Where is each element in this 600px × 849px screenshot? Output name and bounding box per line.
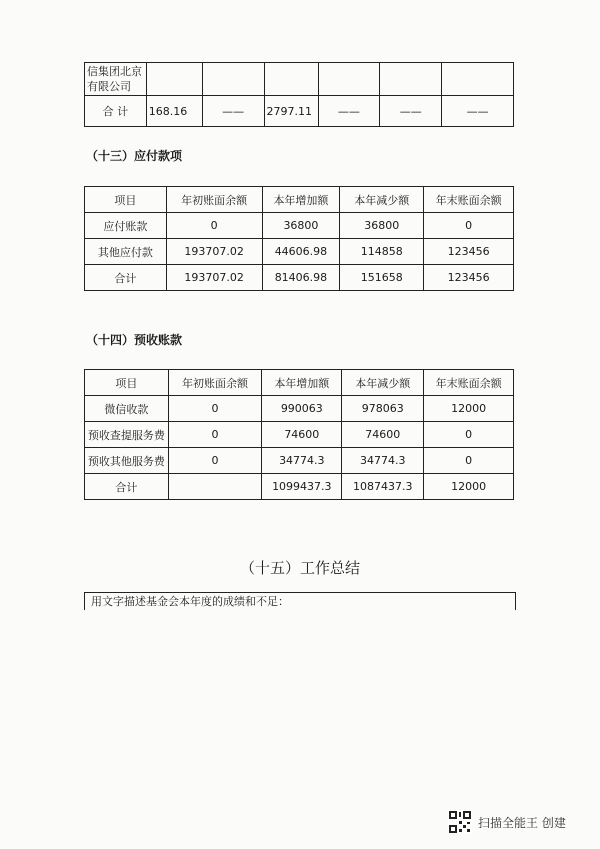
table-cell: 0 xyxy=(424,448,514,474)
table-row xyxy=(85,63,514,96)
table-cell: —— xyxy=(202,96,264,127)
table-cell: 合计 xyxy=(85,474,169,500)
table-cell xyxy=(146,63,202,96)
column-header: 年末账面余额 xyxy=(424,370,514,396)
table-cell: 81406.98 xyxy=(262,265,340,291)
column-header: 本年减少额 xyxy=(342,370,424,396)
table-row xyxy=(85,239,514,265)
column-header: 年初账面余额 xyxy=(168,370,262,396)
table-cell: 123456 xyxy=(424,265,514,291)
summary-prompt: 用文字描述基金会本年度的成绩和不足： xyxy=(91,595,289,608)
table-cell xyxy=(380,63,442,96)
table-cell: —— xyxy=(318,96,380,127)
table-cell: —— xyxy=(442,96,514,127)
table-cell: —— xyxy=(380,96,442,127)
column-header: 本年增加额 xyxy=(262,187,340,213)
qr-code-icon xyxy=(448,810,472,834)
table-cell: 34774.3 xyxy=(342,448,424,474)
table-cell: 应付账款 xyxy=(85,213,167,239)
table-cell: 预收查提服务费 xyxy=(85,422,169,448)
table-cell xyxy=(168,474,262,500)
table-cell: 0 xyxy=(168,422,262,448)
table-cell: 合 计 xyxy=(85,96,147,127)
table-row xyxy=(85,448,514,474)
table-cell: 44606.98 xyxy=(262,239,340,265)
column-header: 年初账面余额 xyxy=(166,187,262,213)
table-cell xyxy=(264,63,318,96)
table-cell: 0 xyxy=(168,448,262,474)
table-row xyxy=(85,474,514,500)
section-title-advances: （十四）预收账款 xyxy=(86,333,183,347)
table-cell xyxy=(442,63,514,96)
table-cell: 193707.02 xyxy=(166,239,262,265)
column-header: 项目 xyxy=(85,370,169,396)
table-cell: 74600 xyxy=(262,422,342,448)
table-cell: 36800 xyxy=(340,213,424,239)
table-row xyxy=(85,96,514,127)
table-cell: 123456 xyxy=(424,239,514,265)
table-cell: 74600 xyxy=(342,422,424,448)
table-row xyxy=(85,213,514,239)
watermark-text: 扫描全能王 创建 xyxy=(478,815,566,830)
table-cell: 0 xyxy=(168,396,262,422)
table-cell: 0 xyxy=(424,213,514,239)
table-cell: 其他应付款 xyxy=(85,239,167,265)
table-cell: 34774.3 xyxy=(262,448,342,474)
scanner-watermark xyxy=(448,810,566,834)
table-row xyxy=(85,265,514,291)
table-cell: 12000 xyxy=(424,474,514,500)
column-header: 年末账面余额 xyxy=(424,187,514,213)
table-header-row xyxy=(85,370,514,396)
table-row xyxy=(85,396,514,422)
table-cell: 1099437.3 xyxy=(262,474,342,500)
table-row xyxy=(85,422,514,448)
section-title-summary: （十五）工作总结 xyxy=(239,559,360,577)
payables-table xyxy=(84,186,514,291)
table-cell: 信集团北京有限公司 xyxy=(85,63,147,96)
summary-text-box xyxy=(84,592,516,610)
table-cell xyxy=(202,63,264,96)
table-cell: 0 xyxy=(166,213,262,239)
table-cell: 微信收款 xyxy=(85,396,169,422)
table-header-row xyxy=(85,187,514,213)
section-title-payables: （十三）应付款项 xyxy=(86,149,183,163)
table-cell: 114858 xyxy=(340,239,424,265)
column-header: 本年增加额 xyxy=(262,370,342,396)
table-cell: 0 xyxy=(424,422,514,448)
table-cell: 978063 xyxy=(342,396,424,422)
table-cell: 168.16 xyxy=(146,96,202,127)
table-cell: 预收其他服务费 xyxy=(85,448,169,474)
table-cell xyxy=(318,63,380,96)
table-cell: 2797.11 xyxy=(264,96,318,127)
table-cell: 合计 xyxy=(85,265,167,291)
table-cell: 36800 xyxy=(262,213,340,239)
table-cell: 193707.02 xyxy=(166,265,262,291)
column-header: 本年减少额 xyxy=(340,187,424,213)
column-header: 项目 xyxy=(85,187,167,213)
table-cell: 1087437.3 xyxy=(342,474,424,500)
table-cell: 12000 xyxy=(424,396,514,422)
top-continuation-table xyxy=(84,62,514,127)
table-cell: 990063 xyxy=(262,396,342,422)
advances-table xyxy=(84,369,514,500)
table-cell: 151658 xyxy=(340,265,424,291)
